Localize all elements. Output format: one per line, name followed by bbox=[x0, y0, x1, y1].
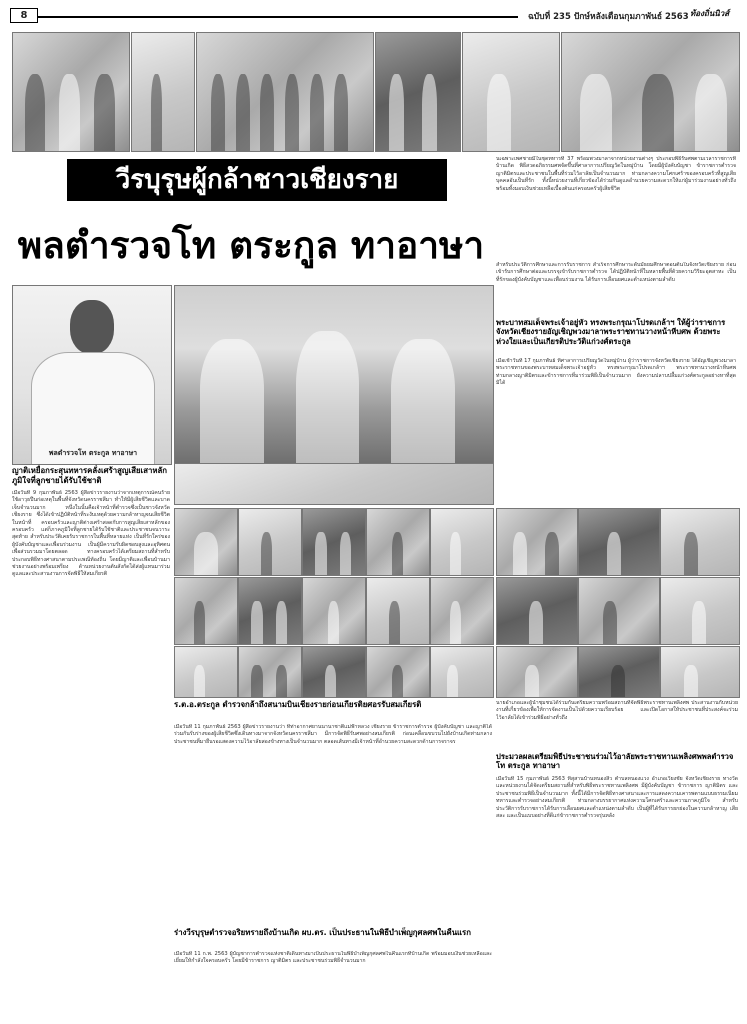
photo-grid-5 bbox=[430, 508, 494, 576]
photo-grid-23 bbox=[578, 646, 660, 698]
article-text-ceremony: เมื่อวันที่ 15 กุมภาพันธ์ 2563 ที่สุสานบ้านหนองสิ่ว ตำบลหนองแวง อำเภอเวียงชัย จังหวัดเชียงราย ทางวัดและหน่วยงานได้จัดเตรียมสถานที่สำหรับพิธีพระราชทานเพลิงศพ มีผู้บังคับบัญชา ข้าราชการ ญาติมิตร และประชาชนร่วมพิธีเป็นจำนวนมาก ทั้งนี้ได้มีการจัดพิธีทางศาสนาและการแสดงความเคารพตามแบบธรรมเนียมทหารและตำรวจอย่างสมเกียรติ ท่ามกลางบรรยากาศแห่งความโศกเศร้าและความภาคภูมิใจ สำหรับประวัติการรับราชการได้รับการเลื่อนยศและตำแหน่งตามลำดับ เป็นผู้ที่ได้รับการยกย่องในความกล้าหาญ เสียสละ และเป็นแบบอย่างที่ดีแก่ข้าราชการตำรวจรุ่นหลัง bbox=[496, 776, 738, 820]
photo-grid-21 bbox=[430, 646, 494, 698]
photo-grid-16 bbox=[660, 577, 740, 645]
photo-grid-11 bbox=[302, 577, 366, 645]
ceremony-subheading: ประมวลผลเตรียมพิธีประชาชนร่วมไว้อาลัยพระราชทานเพลิงศพพลตำรวจโท ตระกูล ทาอาษา bbox=[496, 752, 734, 771]
photo-grid-17 bbox=[174, 646, 238, 698]
article-text-receive: เมื่อวันที่ 11 กุมภาพันธ์ 2563 ผู้สื่อข่าวรายงานว่า ที่ท่าอากาศยานนานาชาติแม่ฟ้าหลวง เชียงราย ข้าราชการตำรวจ ผู้บังคับบัญชา และญาติได้ร่วมกันรับร่างของผู้เสียชีวิตซึ่งเดินทางมาจากจังหวัดนครราชสีมา มีการจัดพิธีรับศพอย่างสมเกียรติ ก่อนเคลื่อนขบวนไปยังบ้านเกิดท่ามกลางประชาชนที่มายืนรอแสดงความไว้อาลัยสองข้างทางเป็นจำนวนมาก ตลอดเส้นทางมีเจ้าหน้าที่อำนวยความสะดวกด้านการจราจร bbox=[174, 724, 492, 745]
article-text-hometown: เมื่อวันที่ 11 ก.พ. 2563 ผู้บัญชาการตำรวจแห่งชาติเดินทางมาเป็นประธานในพิธีบำเพ็ญกุศลศพในคืนแรกที่บ้านเกิด พร้อมมอบเงินช่วยเหลือและเยี่ยมให้กำลังใจครอบครัว โดยมีข้าราชการ ญาติมิตร และประชาชนร่วมพิธีจำนวนมาก bbox=[174, 951, 492, 965]
photo-airport-arrival bbox=[131, 32, 195, 152]
photo-honor-guard bbox=[196, 32, 374, 152]
page-number: 8 bbox=[10, 8, 38, 23]
photo-grid-9 bbox=[174, 577, 238, 645]
photo-grid-15 bbox=[578, 577, 660, 645]
hero-title-line2: พลตำรวจโท ตระกูล ทาอาษา bbox=[17, 223, 485, 267]
photo-flag-ceremony bbox=[174, 285, 494, 465]
hero-title-box bbox=[12, 155, 490, 278]
article-text-royal: เมื่อเช้าวันที่ 17 กุมภาพันธ์ ที่ศาลาการเปรียญวัดในหมู่บ้าน ผู้ว่าราชการจังหวัดเชียงราย ได้อัญเชิญพวงมาลาพระราชทานของพระบาทสมเด็จพระเจ้าอยู่หัว ทรงพระกรุณาโปรดเกล้าฯ พระราชทานวางหน้าหีบศพ ท่ามกลางญาติมิตรและข้าราชการที่มาร่วมพิธีเป็นจำนวนมาก ยังความปลาบปลื้มแก่วงศ์ตระกูลอย่างหาที่สุดมิได้ bbox=[496, 358, 736, 387]
article-text-right-top: นเฉพาะเพศชายมีในชุดทหารที่ 37 พร้อมพวงมาลาจากหน่วยงานต่างๆ ประกอบพิธีรับศพตามเวลาราชการที่บ้านเกิด พิธีสวดอภิธรรมศพจัดขึ้นที่ศาลาการเปรียญวัดในหมู่บ้าน โดยมีผู้บังคับบัญชา ข้าราชการตำรวจ ญาติมิตรและประชาชนในพื้นที่ร่วมไว้อาลัยเป็นจำนวนมาก ท่ามกลางความโศกเศร้าของครอบครัวที่สูญเสียบุคคลอันเป็นที่รัก ทั้งนี้หน่วยงานที่เกี่ยวข้องได้ร่วมกันดูแลอำนวยความสะดวกให้แก่ผู้มาร่วมงานอย่างทั่วถึง พร้อมทั้งมอบเงินช่วยเหลือเบื้องต้นแก่ครอบครัวผู้เสียชีวิต bbox=[496, 156, 736, 192]
photo-grid-6 bbox=[496, 508, 578, 576]
newspaper-logo: ท้องถิ่นนิวส์ bbox=[690, 9, 730, 18]
photo-grid-22 bbox=[496, 646, 578, 698]
photo-officers-hall bbox=[375, 32, 461, 152]
royal-subheading: พระบาทสมเด็จพระเจ้าอยู่หัว ทรงพระกรุณาโปรดเกล้าฯ ให้ผู้ว่าราชการจังหวัดเชียงรายอัญเชิญพวงมาลาพระราชทานวางหน้าหีบศพ ด้วยพระห่วงใยและเป็นเกียรติประวัติแก่วงศ์ตระกูล bbox=[496, 318, 726, 346]
hometown-subheading: ร่างวีรบุรุษตำรวจอริยทรายถึงบ้านเกิด ผบ.ตร. เป็นประธานในพิธีบำเพ็ญกุศลศพในคืนแรก bbox=[174, 928, 471, 937]
photo-grid-20 bbox=[366, 646, 430, 698]
photo-coffin-flowers bbox=[462, 32, 560, 152]
article-text-left: เมื่อวันที่ 9 กุมภาพันธ์ 2563 ผู้สื่อข่าวรายงานว่าจากเหตุการณ์คนร้ายใช้อาวุธปืนก่อเหตุในพื้นที่จังหวัดนครราชสีมา ทำให้มีผู้เสียชีวิตและบาดเจ็บจำนวนมาก หนึ่งในนั้นคือเจ้าหน้าที่ตำรวจซึ่งเป็นชาวจังหวัดเชียงราย ซึ่งได้เข้าปฏิบัติหน้าที่ระงับเหตุด้วยความกล้าหาญจนเสียชีวิตในหน้าที่ ครอบครัวและญาติต่างเศร้าสลดกับการสูญเสียเสาหลักของครอบครัว แต่ก็ภาคภูมิใจที่ลูกชายได้รับใช้ชาติและประชาชนจนวาระสุดท้าย สำหรับประวัติเคยรับราชการในพื้นที่หลายแห่ง เป็นที่รักใคร่ของผู้บังคับบัญชาและเพื่อนร่วมงาน เป็นผู้มีความรับผิดชอบสูงและอุทิศตนเพื่อส่วนรวมมาโดยตลอด ทางครอบครัวได้เตรียมสถานที่สำหรับประกอบพิธีทางศาสนาตามประเพณีท้องถิ่น โดยมีญาติและเพื่อนบ้านมาช่วยงานอย่างพร้อมเพรียง ด้านหน่วยงานต้นสังกัดได้ส่งผู้แทนมาร่วมดูแลและประสานงานการจัดพิธีให้สมเกียรติ bbox=[12, 490, 170, 578]
photo-grid-10 bbox=[238, 577, 302, 645]
hero-title-line1: วีรบุรุษผู้กล้าชาวเชียงราย bbox=[67, 159, 447, 201]
header-rule bbox=[38, 16, 518, 18]
photo-grid-24 bbox=[660, 646, 740, 698]
photo-grid-8 bbox=[660, 508, 740, 576]
page-header bbox=[8, 6, 739, 24]
photo-grid-13 bbox=[430, 577, 494, 645]
photo-grid-7 bbox=[578, 508, 660, 576]
relatives-subheading: ญาติเหยื่อกระสุนทหารคลั่งเศร้าสูญเสียเสาหลัก ภูมิใจที่ลูกชายได้รับใช้ชาติ bbox=[12, 466, 167, 485]
photo-memorial-portraits bbox=[561, 32, 740, 152]
photo-grid-3 bbox=[302, 508, 366, 576]
photo-grid-2 bbox=[238, 508, 302, 576]
photo-urn-procession bbox=[174, 463, 494, 505]
photo-grid-18 bbox=[238, 646, 302, 698]
photo-grid-12 bbox=[366, 577, 430, 645]
photo-grid-1 bbox=[174, 508, 238, 576]
issue-info: ฉบับที่ 235 ปักษ์หลังเดือนกุมภาพันธ์ 2563 bbox=[528, 12, 689, 22]
photo-grid-14 bbox=[496, 577, 578, 645]
portrait-caption: พลตำรวจโท ตระกูล ทาอาษา bbox=[48, 449, 138, 457]
photo-grid-4 bbox=[366, 508, 430, 576]
photo-monks-walking bbox=[12, 32, 130, 152]
portrait-face bbox=[70, 300, 114, 354]
photo-grid-19 bbox=[302, 646, 366, 698]
receive-subheading: ร.ต.อ.ตระกูล ดำรวจกล้าถึงสนามบินเชียงรายก่อนเกียรติยศอรรับสมเกียรติ bbox=[174, 700, 422, 709]
article-text-right-bottom: นายอำเภอและผู้นำชุมชนได้ร่วมกันเตรียมความพร้อมสถานที่จัดพิธีพระราชทานเพลิงศพ ประสานงานกับหน่วยงานที่เกี่ยวข้องเพื่อให้การจัดงานเป็นไปด้วยความเรียบร้อย และเปิดโอกาสให้ประชาชนที่ประสงค์จะร่วมไว้อาลัยได้เข้าร่วมพิธีอย่างทั่วถึง bbox=[496, 700, 738, 721]
article-text-right-bio: สำหรับประวัติการศึกษาและการรับราชการ สำเร็จการศึกษาระดับมัธยมศึกษาตอนต้นในจังหวัดเชียงราย ก่อนเข้ารับการศึกษาต่อและบรรจุเข้ารับราชการตำรวจ ได้ปฏิบัติหน้าที่ในหลายพื้นที่ด้วยความวิริยะอุตสาหะ เป็นที่รักของผู้บังคับบัญชาและเพื่อนร่วมงาน ได้รับการเลื่อนยศและตำแหน่งตามลำดับ bbox=[496, 262, 736, 283]
portrait-photo bbox=[12, 285, 172, 465]
